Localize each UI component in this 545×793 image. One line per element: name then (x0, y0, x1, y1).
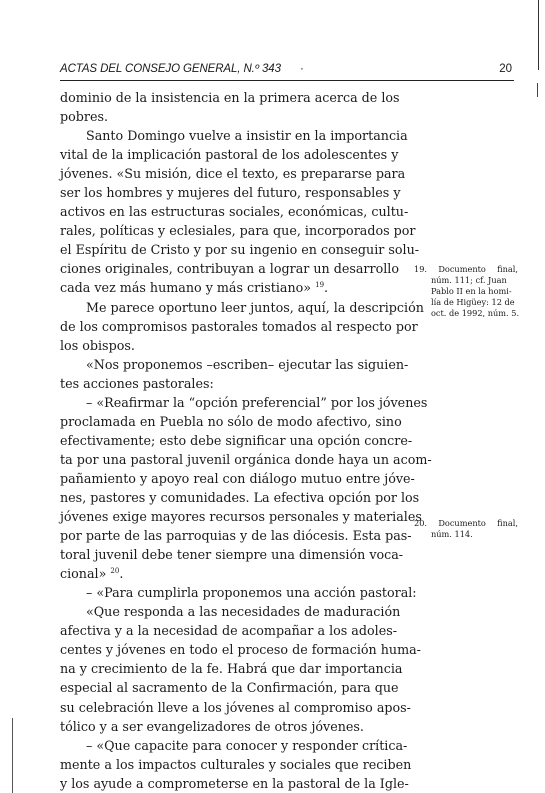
text-line: na y crecimiento de la fe. Habrá que dar importancia (60, 661, 403, 677)
footnote-line: 19. Documento final, (414, 264, 518, 274)
footnote-ref-20: 20 (110, 567, 120, 576)
page-number: 20 (499, 63, 512, 75)
footnote-line: lía de Higüey: 12 de (431, 297, 515, 307)
footnote-line: núm. 111; cf. Juan (431, 275, 507, 285)
text-line: dominio de la insistencia en la primera acerca de los (60, 90, 400, 105)
text-line: efectivamente; esto debe significar una opción concre- (60, 432, 413, 448)
text-line: afectiva y a la necesidad de acompañar a los adoles- (60, 623, 397, 639)
text-line: mente a los impactos culturales y sociales que reciben (60, 756, 412, 772)
text-line: por parte de las parroquias y de las diócesis. Esta pas- (60, 528, 412, 544)
text-line: ciones originales, contribuyan a lograr un desarrollo (60, 261, 399, 277)
left-edge-rule (12, 718, 13, 793)
text-line: – «Reafirmar la “opción preferencial” por los jóvenes (86, 394, 428, 410)
text-line: centes y jóvenes en todo el proceso de formación huma- (60, 642, 421, 658)
text-line: nes, pastores y comunidades. La efectiva opción por los (60, 489, 420, 505)
footnote-19 (414, 264, 518, 319)
text-line: ser los hombres y mujeres del futuro, responsables y (60, 185, 401, 201)
text-line: de los compromisos pastorales tomados al respecto por (60, 318, 418, 334)
footnote-20 (414, 518, 518, 540)
running-header (60, 62, 514, 81)
text-line-content: cional» (60, 566, 107, 582)
right-edge-rule (538, 0, 539, 70)
text-line: jóvenes exige mayores recursos personales y materiales (60, 509, 422, 525)
text-line: Me parece oportuno leer juntos, aquí, la descripción (86, 299, 424, 315)
text-line: «Que responda a las necesidades de maduración (86, 604, 401, 620)
right-edge-mark (537, 83, 538, 97)
text-line-with-footnote-19: cada vez más humano y más cristiano» $^{19}$. (60, 280, 329, 296)
text-line: pobres. (60, 109, 108, 125)
text-line: proclamada en Puebla no sólo de modo afectivo, sino (60, 413, 402, 429)
text-line: su celebración lleve a los jóvenes al compromiso apos- (60, 699, 411, 715)
footnote-ref-19: 19 (315, 281, 325, 290)
footnote-line: Pablo II en la homi- (431, 286, 512, 296)
running-title: ACTAS DEL CONSEJO GENERAL, N.º 343 (60, 63, 281, 75)
text-line: pañamiento y apoyo real con diálogo mutuo entre jóve- (60, 470, 415, 486)
text-line: y los ayude a comprometerse en la pastoral de la Igle- (60, 775, 409, 791)
text-line: especial al sacramento de la Confirmación, para que (60, 680, 399, 696)
text-line: activos en las estructuras sociales, económicas, cultu- (60, 204, 409, 220)
text-line: jóvenes. «Su misión, dice el texto, es prepararse para (60, 166, 406, 182)
main-text (60, 88, 432, 793)
text-line: rales, políticas y eclesiales, para que, incorporados por (60, 223, 416, 239)
text-line: ta por una pastoral juvenil orgánica donde haya un acom- (60, 451, 432, 467)
text-line-content: cada vez más humano y más cristiano» (60, 280, 312, 296)
footnote-line: oct. de 1992, núm. 5. (431, 308, 520, 318)
header-dot: · (300, 63, 304, 75)
footnote-line: núm. 114. (431, 529, 473, 539)
text-line: toral juvenil debe tener siempre una dimensión voca- (60, 547, 404, 563)
text-line-with-footnote-20: cional» $^{20}$. (60, 566, 124, 582)
text-line: Santo Domingo vuelve a insistir en la importancia (86, 128, 408, 144)
text-line: el Espíritu de Cristo y por su ingenio en conseguir solu- (60, 242, 420, 258)
text-line: tes acciones pastorales: (60, 375, 214, 391)
text-line: los obispos. (60, 337, 135, 353)
text-line: – «Que capacite para conocer y responder crítica- (86, 737, 408, 753)
text-line: – «Para cumplirla proponemos una acción pastoral: (86, 585, 417, 601)
text-line: vital de la implicación pastoral de los adolescentes y (60, 147, 399, 163)
footnote-line: 20. Documento final, (414, 518, 518, 528)
text-line: tólico y a ser evangelizadores de otros jóvenes. (60, 718, 364, 734)
text-line: «Nos proponemos –escriben– ejecutar las siguien- (86, 356, 409, 372)
